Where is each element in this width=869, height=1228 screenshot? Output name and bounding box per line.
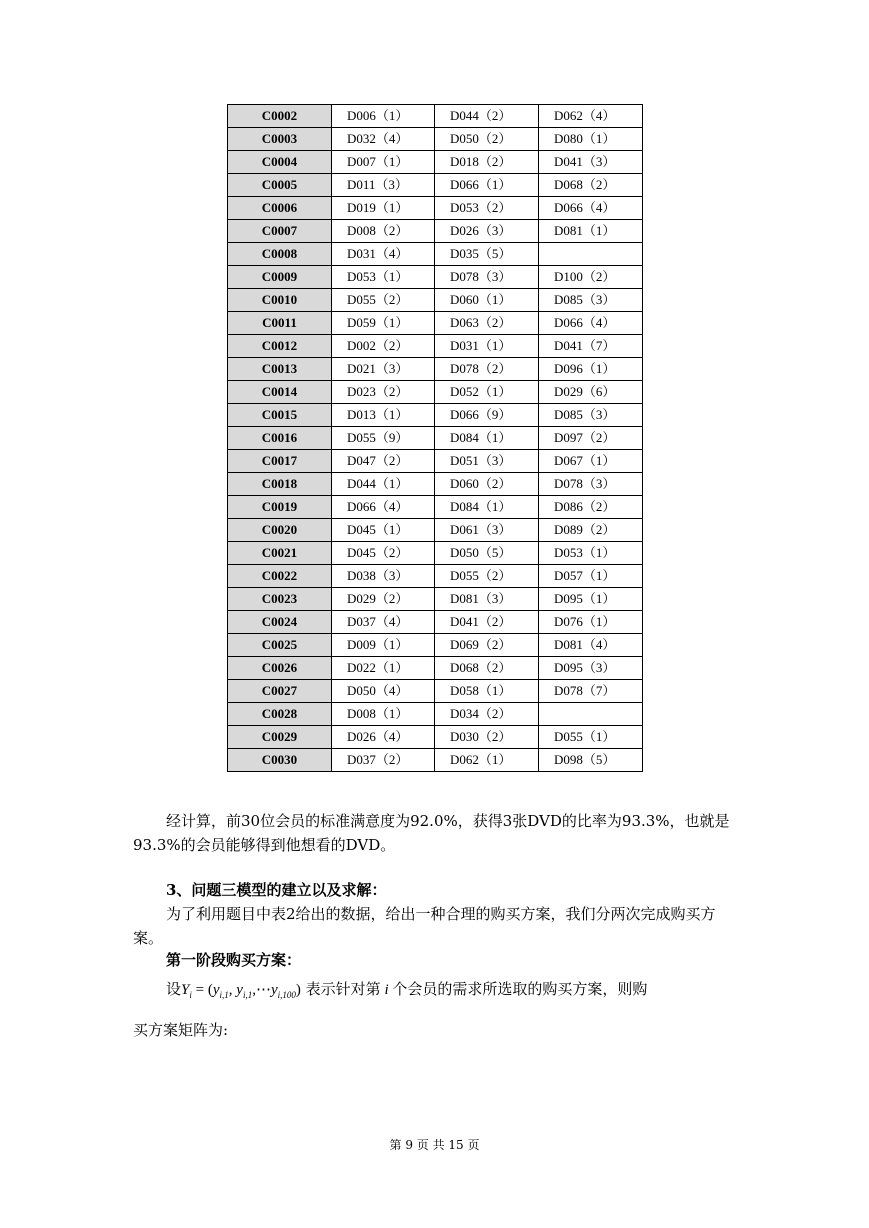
dvd-cell: D097（2） [539,427,643,450]
dvd-cell: D085（3） [539,404,643,427]
section-intro: 为了利用题目中表2给出的数据，给出一种合理的购买方案，我们分两次完成购买方案。 [133,905,716,947]
dvd-cell: D081（4） [539,634,643,657]
dvd-cell: D030（2） [435,726,539,749]
formula-close: ) [295,982,301,998]
member-id-cell: C0022 [228,565,332,588]
dvd-cell: D045（1） [332,519,435,542]
table-body [228,105,643,772]
formula [181,982,301,998]
dvd-cell: D009（1） [332,634,435,657]
formula-var-y1: y [212,982,220,998]
dvd-cell: D006（1） [332,105,435,128]
matrix-intro: 买方案矩阵为: [133,1021,229,1039]
table-row [228,450,643,473]
dvd-cell [539,703,643,726]
formula-suffix-b: 个会员的需求所选取的购买方案，则购 [392,980,648,998]
formula-sub-3: i,100 [277,990,296,1000]
dvd-cell: D060（2） [435,473,539,496]
formula-sub-1: i,1 [219,990,229,1000]
formula-sep-1: , [228,982,237,998]
dvd-cell: D089（2） [539,519,643,542]
dvd-cell: D084（1） [435,427,539,450]
table-row [228,680,643,703]
table-row [228,128,643,151]
formula-sub-2: i,1 [242,990,253,1000]
member-id-cell: C0008 [228,243,332,266]
dvd-allocation-table [227,104,643,772]
member-id-cell: C0029 [228,726,332,749]
dvd-cell: D047（2） [332,450,435,473]
formula-sub-i: i [189,990,192,1000]
table-row [228,404,643,427]
dvd-cell: D066（4） [539,197,643,220]
dvd-cell: D008（1） [332,703,435,726]
formula-var-y3: y [270,982,278,998]
dvd-cell: D067（1） [539,450,643,473]
dvd-cell: D058（1） [435,680,539,703]
table-row [228,427,643,450]
table-row [228,496,643,519]
dvd-cell: D078（3） [539,473,643,496]
table-row [228,289,643,312]
table-row [228,519,643,542]
dvd-cell: D050（5） [435,542,539,565]
table-row [228,151,643,174]
member-id-cell: C0005 [228,174,332,197]
table-row [228,542,643,565]
member-id-cell: C0023 [228,588,332,611]
table-row [228,335,643,358]
dvd-cell: D044（1） [332,473,435,496]
dvd-cell: D026（4） [332,726,435,749]
member-id-cell: C0017 [228,450,332,473]
dvd-cell: D066（1） [435,174,539,197]
dvd-cell: D041（3） [539,151,643,174]
section-heading: 3、问题三模型的建立以及求解： [166,881,387,899]
dvd-cell: D007（1） [332,151,435,174]
member-id-cell: C0011 [228,312,332,335]
dvd-cell: D031（1） [435,335,539,358]
dvd-cell: D060（1） [435,289,539,312]
dvd-cell: D084（1） [435,496,539,519]
dvd-cell: D002（2） [332,335,435,358]
member-id-cell: C0002 [228,105,332,128]
formula-sep-2: ,⋯ [252,982,271,998]
table-row [228,749,643,772]
dvd-cell: D011（3） [332,174,435,197]
table-row [228,312,643,335]
dvd-cell: D041（2） [435,611,539,634]
dvd-cell: D096（1） [539,358,643,381]
member-id-cell: C0030 [228,749,332,772]
formula-line [166,977,647,1007]
dvd-cell: D037（2） [332,749,435,772]
table-row [228,703,643,726]
dvd-cell: D059（1） [332,312,435,335]
dvd-cell: D035（5） [435,243,539,266]
dvd-cell: D053（2） [435,197,539,220]
member-id-cell: C0020 [228,519,332,542]
member-id-cell: C0024 [228,611,332,634]
dvd-cell: D098（5） [539,749,643,772]
dvd-cell: D057（1） [539,565,643,588]
dvd-cell: D068（2） [435,657,539,680]
dvd-cell: D085（3） [539,289,643,312]
dvd-cell: D076（1） [539,611,643,634]
table-row [228,358,643,381]
table-row [228,565,643,588]
dvd-cell: D034（2） [435,703,539,726]
dvd-cell: D031（4） [332,243,435,266]
dvd-cell: D078（3） [435,266,539,289]
dvd-cell: D062（4） [539,105,643,128]
dvd-cell: D055（9） [332,427,435,450]
dvd-cell: D068（2） [539,174,643,197]
dvd-cell: D023（2） [332,381,435,404]
dvd-cell: D045（2） [332,542,435,565]
dvd-cell: D061（3） [435,519,539,542]
table-row [228,197,643,220]
dvd-cell: D038（3） [332,565,435,588]
dvd-cell: D086（2） [539,496,643,519]
dvd-cell: D055（2） [332,289,435,312]
table-row [228,105,643,128]
member-id-cell: C0019 [228,496,332,519]
formula-eq: = ( [191,982,213,998]
dvd-cell: D041（7） [539,335,643,358]
member-id-cell: C0016 [228,427,332,450]
dvd-cell: D066（4） [539,312,643,335]
member-id-cell: C0012 [228,335,332,358]
member-id-cell: C0009 [228,266,332,289]
dvd-cell: D050（4） [332,680,435,703]
member-id-cell: C0010 [228,289,332,312]
dvd-cell: D069（2） [435,634,539,657]
dvd-cell: D081（1） [539,220,643,243]
member-id-cell: C0007 [228,220,332,243]
table-row [228,174,643,197]
dvd-cell: D050（2） [435,128,539,151]
dvd-cell: D052（1） [435,381,539,404]
formula-suffix-a: 表示针对第 [300,980,381,998]
member-id-cell: C0014 [228,381,332,404]
dvd-cell: D037（4） [332,611,435,634]
dvd-cell: D029（6） [539,381,643,404]
stage-heading: 第一阶段购买方案： [166,951,302,969]
formula-var-Y: Y [181,982,190,998]
member-id-cell: C0006 [228,197,332,220]
dvd-cell: D013（1） [332,404,435,427]
dvd-cell: D081（3） [435,588,539,611]
dvd-cell: D066（9） [435,404,539,427]
formula-suffix-i: i [380,982,393,998]
dvd-cell: D063（2） [435,312,539,335]
table-row [228,657,643,680]
dvd-cell: D021（3） [332,358,435,381]
dvd-cell: D022（1） [332,657,435,680]
dvd-cell: D062（1） [435,749,539,772]
table-row [228,588,643,611]
dvd-cell: D100（2） [539,266,643,289]
member-id-cell: C0026 [228,657,332,680]
dvd-cell: D078（2） [435,358,539,381]
dvd-cell: D008（2） [332,220,435,243]
dvd-cell: D080（1） [539,128,643,151]
dvd-cell: D019（1） [332,197,435,220]
table-row [228,266,643,289]
dvd-cell: D018（2） [435,151,539,174]
dvd-cell: D095（3） [539,657,643,680]
page-footer: 第 9 页 共 15 页 [389,1138,480,1152]
table-row [228,243,643,266]
dvd-cell: D044（2） [435,105,539,128]
dvd-cell: D051（3） [435,450,539,473]
member-id-cell: C0004 [228,151,332,174]
formula-prefix: 设 [166,980,182,998]
dvd-cell: D029（2） [332,588,435,611]
dvd-cell: D095（1） [539,588,643,611]
dvd-cell: D032（4） [332,128,435,151]
dvd-cell: D078（7） [539,680,643,703]
dvd-cell: D055（1） [539,726,643,749]
formula-var-y2: y [236,982,243,998]
member-id-cell: C0025 [228,634,332,657]
member-id-cell: C0003 [228,128,332,151]
member-id-cell: C0015 [228,404,332,427]
result-paragraph: 经计算，前30位会员的标准满意度为92.0%，获得3张DVD的比率为93.3%，也就是93.3%的会员能够得到他想看的DVD。 [133,812,730,854]
dvd-cell: D053（1） [332,266,435,289]
dvd-cell [539,243,643,266]
dvd-cell: D053（1） [539,542,643,565]
member-id-cell: C0013 [228,358,332,381]
member-id-cell: C0021 [228,542,332,565]
table-row [228,381,643,404]
table-row [228,473,643,496]
member-id-cell: C0018 [228,473,332,496]
dvd-cell: D026（3） [435,220,539,243]
member-id-cell: C0027 [228,680,332,703]
table-row [228,634,643,657]
table-row [228,726,643,749]
member-id-cell: C0028 [228,703,332,726]
dvd-cell: D066（4） [332,496,435,519]
table-row [228,611,643,634]
table-row [228,220,643,243]
dvd-cell: D055（2） [435,565,539,588]
